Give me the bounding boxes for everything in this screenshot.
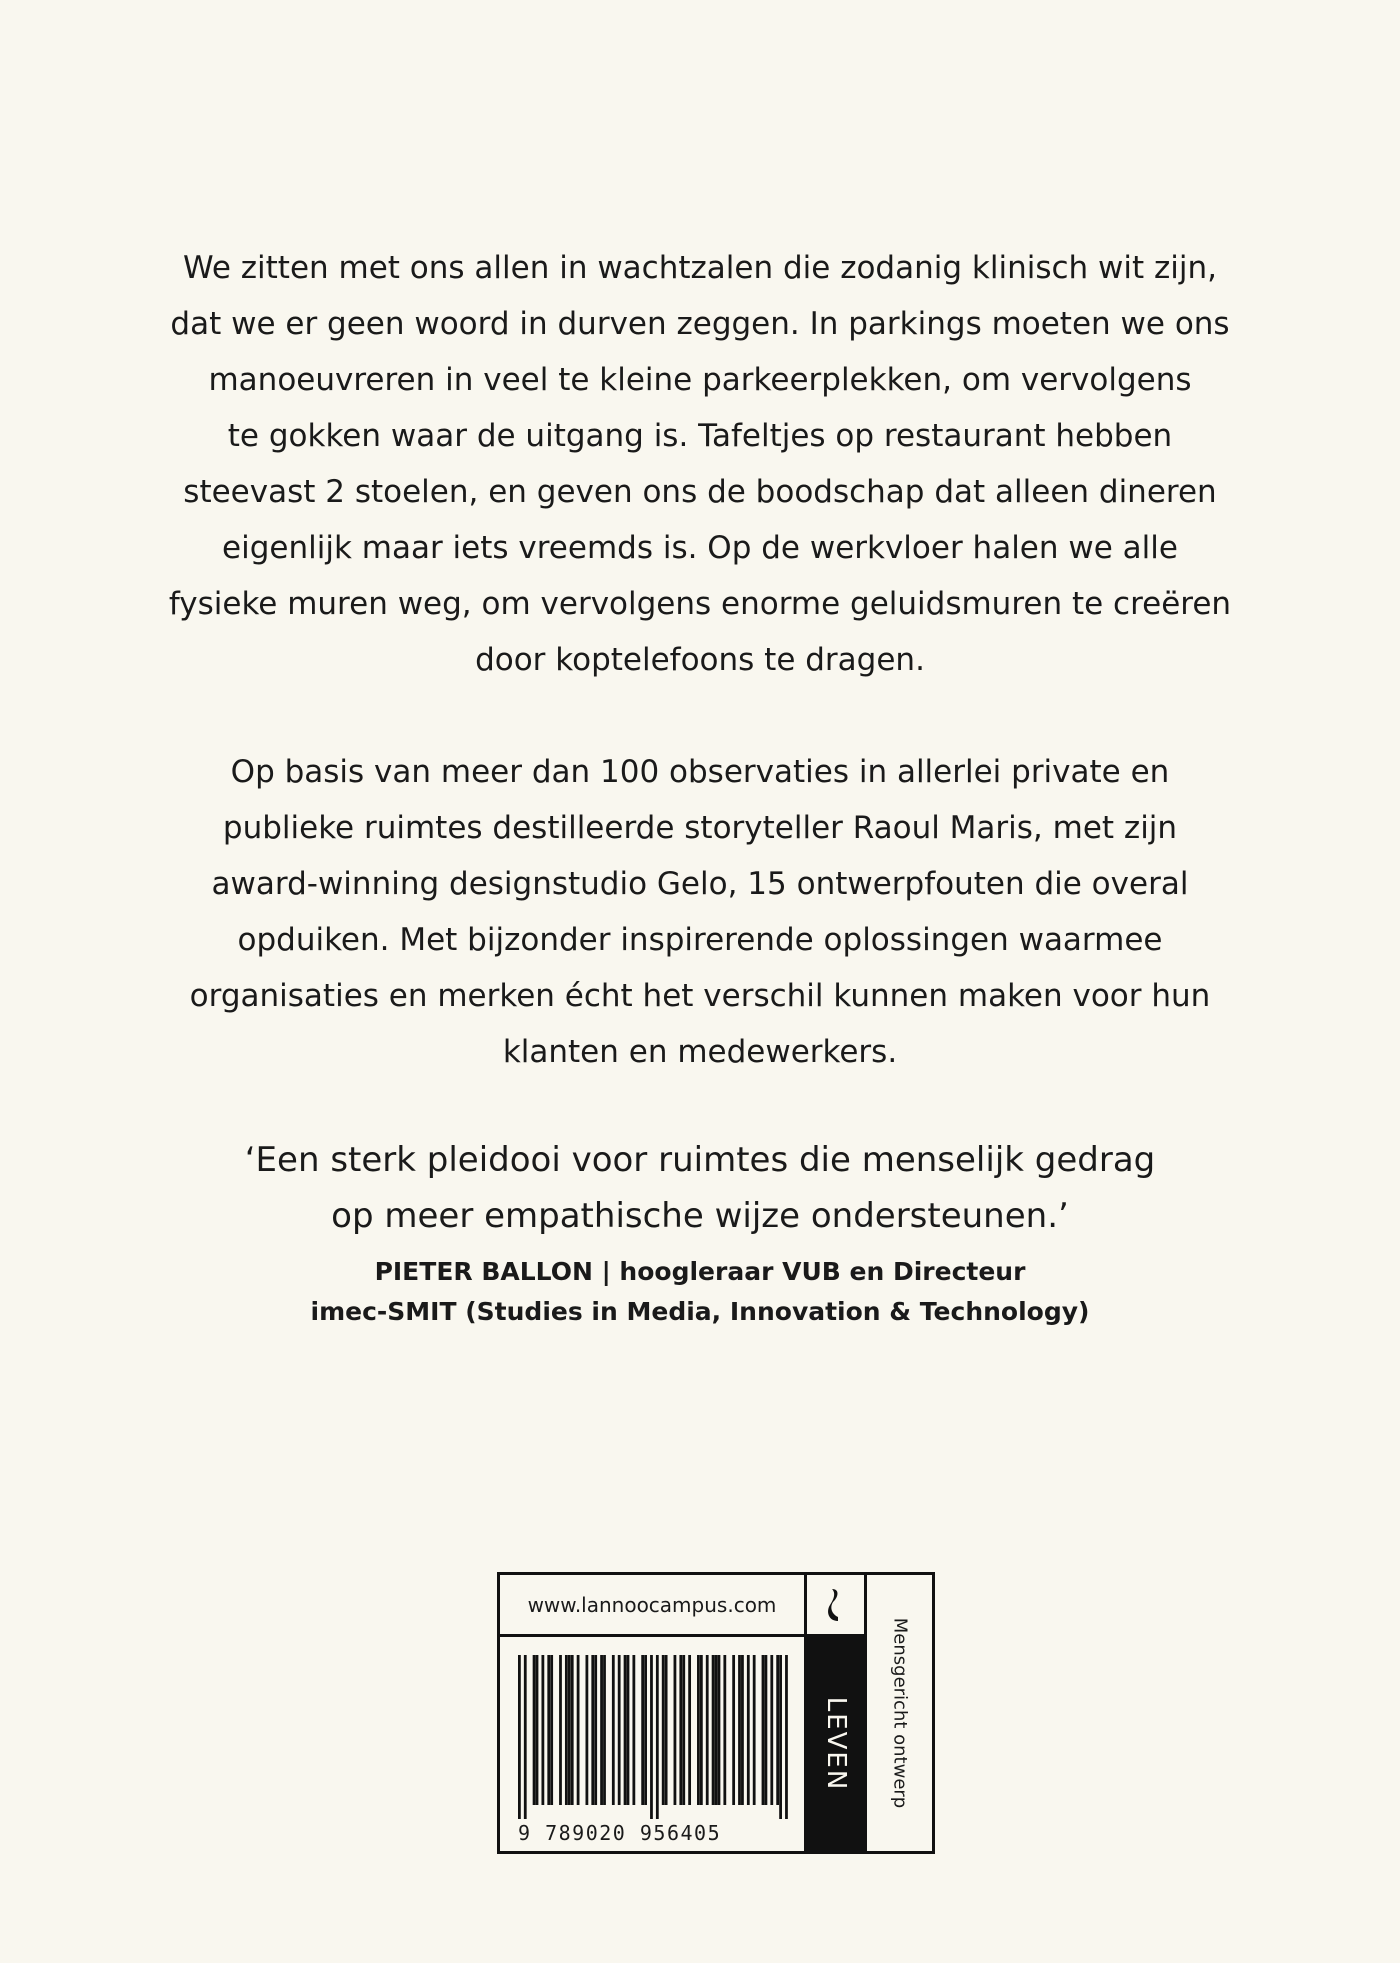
publisher-url	[500, 1575, 807, 1637]
barcode-bar	[591, 1655, 594, 1805]
text-line: klanten en medewerkers.	[502, 1034, 898, 1070]
text-line: We zitten met ons allen in wachtzalen die zodanig klinisch wit zijn,	[182, 250, 1218, 286]
quote-line: op meer empathische wijze ondersteunen.’	[331, 1196, 1069, 1236]
barcode-bar	[577, 1655, 580, 1805]
text-line: fysieke muren weg, om vervolgens enorme geluidsmuren te creëren	[168, 586, 1232, 622]
barcode-bar	[518, 1655, 521, 1819]
barcode-bar	[624, 1655, 627, 1805]
barcode-bar	[550, 1655, 553, 1805]
publisher-label	[497, 1572, 935, 1854]
barcode-bar	[559, 1655, 562, 1805]
category-label: LEVEN	[820, 1696, 851, 1792]
quote-attribution	[160, 1252, 1240, 1332]
text-line: organisaties en merken écht het verschil kunnen maken voor hun	[189, 978, 1211, 1014]
barcode-bar	[776, 1655, 779, 1805]
barcode-bar	[741, 1655, 744, 1805]
barcode-bar	[679, 1655, 682, 1805]
text-line: manoeuvreren in veel te kleine parkeerplekken, om vervolgens	[208, 362, 1192, 398]
barcode-bar	[536, 1655, 539, 1805]
barcode-bar	[706, 1655, 709, 1805]
barcode-bar	[700, 1655, 703, 1805]
text-line: Op basis van meer dan 100 observaties in allerlei private en	[230, 754, 1170, 790]
barcode-bar	[568, 1655, 571, 1805]
barcode-bar	[524, 1655, 527, 1819]
blurb-paragraph-1	[160, 240, 1240, 688]
barcode-bar	[603, 1655, 606, 1805]
barcode-bar	[618, 1655, 621, 1805]
barcode-bar	[586, 1655, 589, 1805]
barcode-bar	[565, 1655, 568, 1805]
quote-line: ‘Een sterk pleidooi voor ruimtes die menselijk gedrag	[244, 1140, 1156, 1180]
url-text: www.lannoocampus.com	[527, 1592, 777, 1617]
text-line: award-winning designstudio Gelo, 15 ontwerpfouten die overal	[211, 866, 1189, 902]
category-band	[807, 1637, 867, 1851]
attribution-line: imec-SMIT (Studies in Media, Innovation & Technology)	[310, 1297, 1090, 1326]
barcode-bar	[533, 1655, 536, 1805]
barcode-bar	[632, 1655, 635, 1805]
barcode-bar	[785, 1655, 788, 1819]
barcode-bar	[770, 1655, 773, 1805]
barcode-bar	[547, 1655, 550, 1805]
barcode-bar	[641, 1655, 644, 1805]
text-line: opduiken. Met bijzonder inspirerende oplossingen waarmee	[237, 922, 1163, 958]
barcode-bar	[712, 1655, 715, 1805]
barcode-bar	[650, 1655, 653, 1819]
text-line: te gokken waar de uitgang is. Tafeltjes op restaurant hebben	[227, 418, 1173, 454]
barcode-bar	[753, 1655, 756, 1805]
barcode-bar	[697, 1655, 700, 1805]
barcode-bar	[732, 1655, 735, 1805]
barcode-bar	[723, 1655, 726, 1805]
attribution-line: PIETER BALLON | hoogleraar VUB en Directeur	[374, 1257, 1026, 1286]
pull-quote	[160, 1132, 1240, 1244]
barcode-bar	[718, 1655, 721, 1805]
barcode-bar	[571, 1655, 574, 1805]
barcode-bar	[715, 1655, 718, 1805]
barcode-bar	[738, 1655, 741, 1805]
barcode-bar	[747, 1655, 750, 1805]
barcode-bar	[765, 1655, 768, 1805]
barcode-bar	[656, 1655, 659, 1819]
barcode-icon	[518, 1655, 788, 1819]
text-line: steevast 2 stoelen, en geven ons de boodschap dat alleen dineren	[183, 474, 1217, 510]
text-line: publieke ruimtes destilleerde storyteller Raoul Maris, met zijn	[222, 810, 1178, 846]
subject-band	[867, 1575, 932, 1851]
barcode-bar	[644, 1655, 647, 1805]
text-line: dat we er geen woord in durven zeggen. In parkings moeten we ons	[170, 306, 1230, 342]
blurb-paragraph-2	[160, 744, 1240, 1080]
text-line: eigenlijk maar iets vreemds is. Op de werkvloer halen we alle	[222, 530, 1178, 566]
barcode-bar	[762, 1655, 765, 1805]
barcode-bar	[594, 1655, 597, 1805]
isbn-digits: 9 789020 956405	[518, 1821, 722, 1845]
barcode-bar	[779, 1655, 782, 1819]
text-line: door koptelefoons te dragen.	[475, 642, 925, 678]
barcode-bar	[612, 1655, 615, 1805]
barcode-bar	[674, 1655, 677, 1805]
barcode	[500, 1637, 807, 1851]
barcode-bar	[600, 1655, 603, 1805]
barcode-bar	[662, 1655, 665, 1805]
barcode-bar	[688, 1655, 691, 1805]
lannoo-mark-icon	[807, 1575, 867, 1637]
barcode-bar	[665, 1655, 668, 1805]
subject-label: Mensgericht ontwerp	[889, 1617, 910, 1809]
barcode-bar	[682, 1655, 685, 1805]
barcode-bar	[541, 1655, 544, 1805]
blurb	[160, 240, 1240, 1080]
barcode-bar	[627, 1655, 630, 1805]
